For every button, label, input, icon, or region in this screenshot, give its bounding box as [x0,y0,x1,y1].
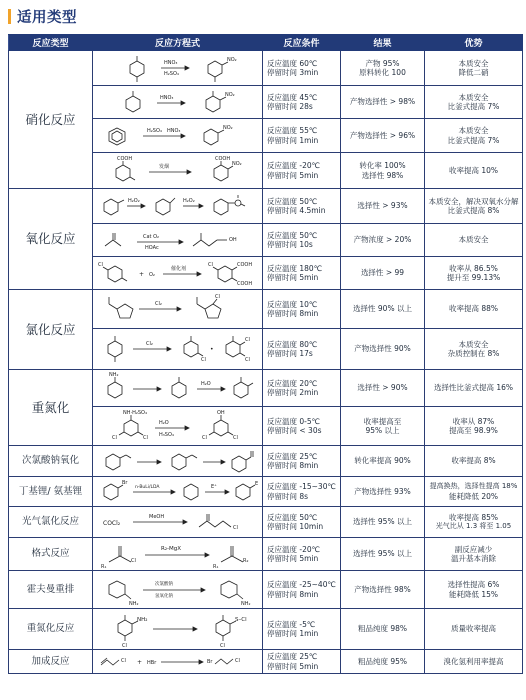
reaction-scheme [93,189,263,224]
scheme-phosgenation [93,507,263,537]
advantage-cell: 本质安全 杂质控制在 8% [425,329,523,370]
category-diazotization: 重氮化 [9,370,93,446]
category-phosgenation: 光气氯化反应 [9,507,93,538]
svg-text:•: • [210,346,214,353]
conditions-cell: 反应温度 25℃ 停留时间 8min [263,446,341,477]
conditions-cell: 反应温度 180℃ 停留时间 5min [263,257,341,290]
scheme-oxidation-3 [93,257,263,289]
svg-text:Cl: Cl [245,357,250,363]
scheme-oxidation-2 [93,224,263,256]
table-row [9,609,523,650]
svg-text:H₂SO₄: H₂SO₄ [164,71,179,77]
svg-text:H₂O: H₂O [159,420,169,426]
header-reaction-conditions: 反应条件 [263,35,341,51]
section-heading [8,6,77,26]
category-addition: 加成反应 [9,650,93,674]
advantage-cell: 本质安全 比釜式提高 7% [425,119,523,153]
svg-text:Cl: Cl [112,435,117,441]
svg-text:H₃SO₄: H₃SO₄ [159,432,174,438]
svg-text:n-BuLi/LDA: n-BuLi/LDA [135,485,160,490]
table-row [9,446,523,477]
svg-text:Cat O₂: Cat O₂ [143,234,160,240]
scheme-hofmann [93,571,263,608]
svg-text:Cl: Cl [215,294,220,300]
svg-text:E: E [255,481,259,487]
result-cell: 选择性 90% 以上 [341,290,425,329]
svg-text:O₂: O₂ [149,272,155,278]
conditions-cell: 反应温度 -20℃ 停留时间 5min [263,153,341,189]
svg-text:S–Cl: S–Cl [235,617,247,623]
svg-text:次氯酸钠: 次氯酸钠 [155,582,173,587]
reaction-scheme [93,153,263,189]
header-result: 结果 [341,35,425,51]
conditions-cell: 反应温度 50℃ 停留时间 10s [263,224,341,257]
scheme-diazotization-2 [93,407,263,445]
reaction-scheme [93,51,263,86]
svg-text:Cl: Cl [235,658,240,664]
reaction-scheme [93,257,263,290]
advantage-cell: 收率提高 8% [425,446,523,477]
svg-text:氢氧化钠: 氢氧化钠 [155,594,173,599]
svg-text:Cl: Cl [233,435,238,441]
advantage-cell: 本质安全，解决双氧水分解 比釜式提高 8% [425,189,523,224]
result-cell: 收率提高至 95% 以上 [341,407,425,446]
svg-text:Cl₂: Cl₂ [146,341,153,347]
svg-text:NH₂: NH₂ [129,601,139,607]
svg-text:Cl: Cl [245,337,250,343]
svg-text:NH·H₂SO₄: NH·H₂SO₄ [123,410,147,416]
svg-text:MeOH: MeOH [149,514,165,520]
reaction-scheme [93,224,263,257]
advantage-cell: 本质安全 比釜式提高 7% [425,86,523,119]
svg-text:NO₂: NO₂ [232,161,242,167]
advantage-cell: 收率从 86.5% 提升至 99.13% [425,257,523,290]
header-reaction-type: 反应类型 [9,35,93,51]
reaction-scheme [93,407,263,446]
result-cell: 产物选择性 90% [341,329,425,370]
result-cell: 产物选择性 98% [341,571,425,609]
table-row [9,650,523,674]
advantage-cell: 质量收率提高 [425,609,523,650]
table-row [9,571,523,609]
svg-text:Cl: Cl [233,525,238,531]
scheme-nitration-2 [93,86,263,118]
result-cell: 产物浓度 > 20% [341,224,425,257]
conditions-cell: 反应温度 25℃ 停留时间 5min [263,650,341,674]
svg-text:+: + [137,659,143,666]
result-cell: 选择性 > 90% [341,370,425,407]
scheme-grignard [93,538,263,570]
category-nitration: 硝化反应 [9,51,93,189]
heading-accent-bar [8,9,11,24]
svg-text:NO₂: NO₂ [227,57,237,63]
svg-text:COOH: COOH [237,262,253,268]
conditions-cell: 反应温度 -20℃ 停留时间 5min [263,538,341,571]
advantage-cell: 本质安全 降低二硝 [425,51,523,86]
category-oxidation: 氧化反应 [9,189,93,290]
advantage-cell: 选择性比釜式提高 16% [425,370,523,407]
svg-text:OH: OH [217,410,225,416]
advantage-cell: 副反应减少 温升基本消除 [425,538,523,571]
conditions-cell: 反应温度 -15~30℃ 停留时间 8s [263,477,341,507]
advantage-cell: 收率提高 10% [425,153,523,189]
svg-text:H₂O₂: H₂O₂ [183,198,195,204]
reaction-scheme [93,538,263,571]
section-title: 适用类型 [17,9,77,26]
advantage-cell: 收率提高 85% 光气比从 1.3 将至 1.05 [425,507,523,538]
svg-text:NO₂: NO₂ [225,92,235,98]
category-diazo-chlorination: 重氮化反应 [9,609,93,650]
header-reaction-equation: 反应方程式 [93,35,263,51]
reaction-scheme [93,650,263,674]
conditions-cell: 反应温度 0-5℃ 停留时间 < 30s [263,407,341,446]
result-cell: 转化率提高 90% [341,446,425,477]
svg-text:COOH: COOH [237,281,253,287]
reaction-scheme [93,571,263,609]
scheme-diazotization-1 [93,370,263,406]
svg-text:Cl₂: Cl₂ [155,301,162,307]
conditions-cell: 反应温度 20℃ 停留时间 2min [263,370,341,407]
svg-text:H₂O: H₂O [201,381,211,387]
svg-text:Cl: Cl [201,357,206,363]
svg-text:NH₂: NH₂ [241,601,251,607]
svg-text:COOH: COOH [215,156,231,162]
conditions-cell: 反应温度 -25~40℃ 停留时间 8min [263,571,341,609]
result-cell: 产物 95% 原料转化 100 [341,51,425,86]
reaction-scheme [93,370,263,407]
svg-text:H₂SO₄: H₂SO₄ [147,128,162,134]
advantage-cell: 提高换热，选择性提高 18% 能耗降低 20% [425,477,523,507]
category-grignard: 格式反应 [9,538,93,571]
conditions-cell: 反应温度 50℃ 停留时间 4.5min [263,189,341,224]
advantage-cell: 收率从 87% 提高至 98.9% [425,407,523,446]
advantage-cell: 收率提高 88% [425,290,523,329]
result-cell: 粗品纯度 98% [341,609,425,650]
conditions-cell: 反应温度 -5℃ 停留时间 1min [263,609,341,650]
svg-text:R₂: R₂ [243,558,249,564]
conditions-cell: 反应温度 55℃ 停留时间 1min [263,119,341,153]
svg-text:Br: Br [122,480,128,486]
reaction-scheme [93,86,263,119]
svg-text:Cl: Cl [143,435,148,441]
category-chlorination: 氯化反应 [9,290,93,370]
svg-text:Cl: Cl [202,435,207,441]
svg-text:HNO₃: HNO₃ [167,128,181,134]
reaction-scheme [93,507,263,538]
svg-text:HNO₃: HNO₃ [160,95,174,101]
scheme-butyllithium [93,477,263,506]
table-row [9,370,523,407]
advantage-cell: 选择性提高 6% 能耗降低 15% [425,571,523,609]
conditions-cell: 反应温度 10℃ 停留时间 8min [263,290,341,329]
table-row [9,477,523,507]
svg-text:NH₂: NH₂ [109,372,119,378]
category-hofmann: 霍夫曼重排 [9,571,93,609]
result-cell: 产物选择性 93% [341,477,425,507]
svg-text:R₂-MgX: R₂-MgX [161,546,182,552]
conditions-cell: 反应温度 60℃ 停留时间 3min [263,51,341,86]
svg-text:HNO₃: HNO₃ [164,60,178,66]
svg-text:NH₂: NH₂ [137,617,148,623]
reaction-table [8,34,523,674]
advantage-cell: 溴化氢利用率提高 [425,650,523,674]
table-row [9,538,523,571]
scheme-nitration-4 [93,153,263,188]
result-cell: 选择性 95% 以上 [341,538,425,571]
scheme-addition [93,650,263,673]
scheme-nitration-1 [93,51,263,85]
svg-text:R₁: R₁ [101,564,107,570]
svg-text:+: + [139,271,145,278]
svg-text:Cl: Cl [98,262,103,268]
reaction-scheme [93,477,263,507]
result-cell: 转化率 100% 选择性 98% [341,153,425,189]
scheme-oxidation-1 [93,189,263,223]
svg-text:Cl: Cl [122,643,127,649]
svg-text:Cl: Cl [220,643,225,649]
result-cell: 产物选择性 > 98% [341,86,425,119]
svg-text:发烟: 发烟 [159,164,170,170]
result-cell: 粗品纯度 95% [341,650,425,674]
conditions-cell: 反应温度 50℃ 停留时间 10min [263,507,341,538]
advantage-cell: 本质安全 [425,224,523,257]
category-hypochlorite-oxidation: 次氯酸钠氧化 [9,446,93,477]
svg-text:Cl: Cl [208,262,213,268]
svg-text:R₁: R₁ [213,564,219,570]
scheme-chlorination-2 [93,329,263,369]
svg-text:Br: Br [207,659,213,665]
svg-text:NO₂: NO₂ [223,125,233,131]
result-cell: 产物选择性 > 96% [341,119,425,153]
svg-text:H₂O₂: H₂O₂ [128,198,140,204]
svg-text:HOAc: HOAc [145,245,159,251]
result-cell: 选择性 > 93% [341,189,425,224]
table-row [9,290,523,329]
category-butyllithium: 丁基锂/ 氨基锂 [9,477,93,507]
table-header-row [9,35,523,51]
result-cell: 选择性 > 99 [341,257,425,290]
reaction-scheme [93,119,263,153]
header-advantage: 优势 [425,35,523,51]
scheme-diazo-chlorination [93,609,263,649]
conditions-cell: 反应温度 80℃ 停留时间 17s [263,329,341,370]
svg-text:E⁺: E⁺ [211,484,217,490]
svg-text:HBr: HBr [147,660,157,666]
reaction-scheme [93,329,263,370]
conditions-cell: 反应温度 45℃ 停留时间 28s [263,86,341,119]
svg-text:Cl: Cl [131,558,136,564]
table-row [9,189,523,224]
scheme-chlorination-1 [93,290,263,328]
svg-text:Cl: Cl [121,658,126,664]
scheme-hypochlorite [93,446,263,476]
svg-text:OH: OH [229,237,237,243]
reaction-scheme [93,446,263,477]
table-row [9,507,523,538]
svg-text:催化剂: 催化剂 [171,266,187,272]
result-cell: 选择性 95% 以上 [341,507,425,538]
table-row [9,51,523,86]
scheme-nitration-3 [93,119,263,152]
svg-text:COOH: COOH [117,156,133,162]
reaction-scheme [93,290,263,329]
reaction-scheme [93,609,263,650]
svg-text:COCl₂: COCl₂ [103,520,121,527]
